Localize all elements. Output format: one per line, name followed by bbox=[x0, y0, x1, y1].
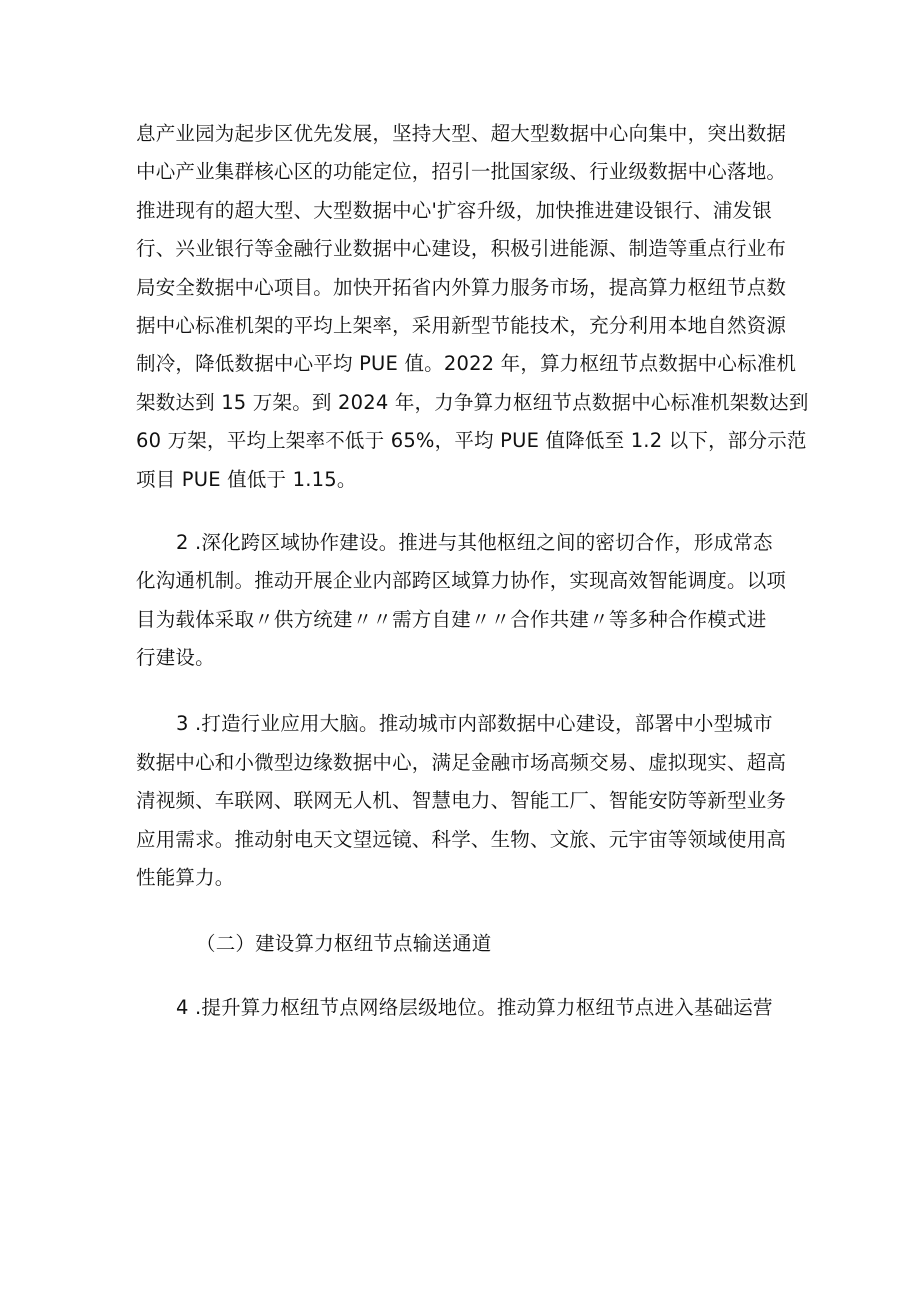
document-body bbox=[136, 115, 809, 1027]
paragraph-industry-application-brain bbox=[136, 705, 806, 897]
section-heading-text: （二）建设算力枢纽节点输送通道 bbox=[196, 932, 492, 956]
text-line: 4 .提升算力枢纽节点网络层级地位。推动算力枢纽节点进入基础运营 bbox=[176, 995, 773, 1019]
text-line: 行、兴业银行等金融行业数据中心建设，积极引进能源、制造等重点行业布 bbox=[136, 237, 787, 261]
paragraph-spacer bbox=[136, 677, 806, 705]
text-line: 3 .打造行业应用大脑。推动城市内部数据中心建设，部署中小型城市 bbox=[176, 712, 773, 736]
paragraph-spacer bbox=[136, 897, 806, 925]
text-line: 项目 PUE 值低于 1.15。 bbox=[136, 467, 357, 491]
text-line: 性能算力。 bbox=[136, 866, 235, 890]
text-line: 化沟通机制。推动开展企业内部跨区域算力协作，实现高效智能调度。以项 bbox=[136, 569, 787, 593]
text-line: 清视频、车联网、联网无人机、智慧电力、智能工厂、智能安防等新型业务 bbox=[136, 789, 787, 813]
text-line: 息产业园为起步区优先发展，坚持大型、超大型数据中心向集中，突出数据 bbox=[136, 122, 787, 145]
section-heading bbox=[136, 925, 806, 963]
text-line: 中心产业集群核心区的功能定位，招引一批国家级、行业级数据中心落地。 bbox=[136, 160, 787, 184]
text-line: 应用需求。推动射电天文望远镜、科学、生物、文旅、元宇宙等领域使用高 bbox=[136, 827, 787, 851]
text-line: 局安全数据中心项目。加快开拓省内外算力服务市场，提高算力枢纽节点数 bbox=[136, 275, 787, 299]
text-line: 制冷，降低数据中心平均 PUE 值。2022 年，算力枢纽节点数据中心标准机 bbox=[136, 352, 797, 376]
paragraph-network-tier bbox=[136, 989, 806, 1027]
text-line: 据中心标准机架的平均上架率，采用新型节能技术，充分利用本地自然资源 bbox=[136, 313, 787, 337]
paragraph-data-center-development bbox=[136, 115, 809, 499]
text-line: 60 万架，平均上架率不低于 65%，平均 PUE 值降低至 1.2 以下，部分示范 bbox=[136, 429, 807, 453]
text-line: 数据中心和小微型边缘数据中心，满足金融市场高频交易、虚拟现实、超高 bbox=[136, 750, 787, 774]
text-line: 行建设。 bbox=[136, 646, 215, 670]
text-line: 目为载体采取〃供方统建〃〃需方自建〃〃合作共建〃等多种合作模式进 bbox=[136, 607, 767, 631]
paragraph-spacer bbox=[136, 499, 806, 524]
paragraph-spacer bbox=[136, 964, 806, 989]
text-line: 2 .深化跨区域协作建设。推进与其他枢纽之间的密切合作，形成常态 bbox=[176, 530, 773, 554]
text-line: 架数达到 15 万架。到 2024 年，力争算力枢纽节点数据中心标准机架数达到 bbox=[136, 390, 809, 414]
paragraph-cross-region-collaboration bbox=[136, 524, 806, 678]
text-line: 推进现有的超大型、大型数据中心'扩容升级，加快推进建设银行、浦发银 bbox=[136, 198, 772, 222]
